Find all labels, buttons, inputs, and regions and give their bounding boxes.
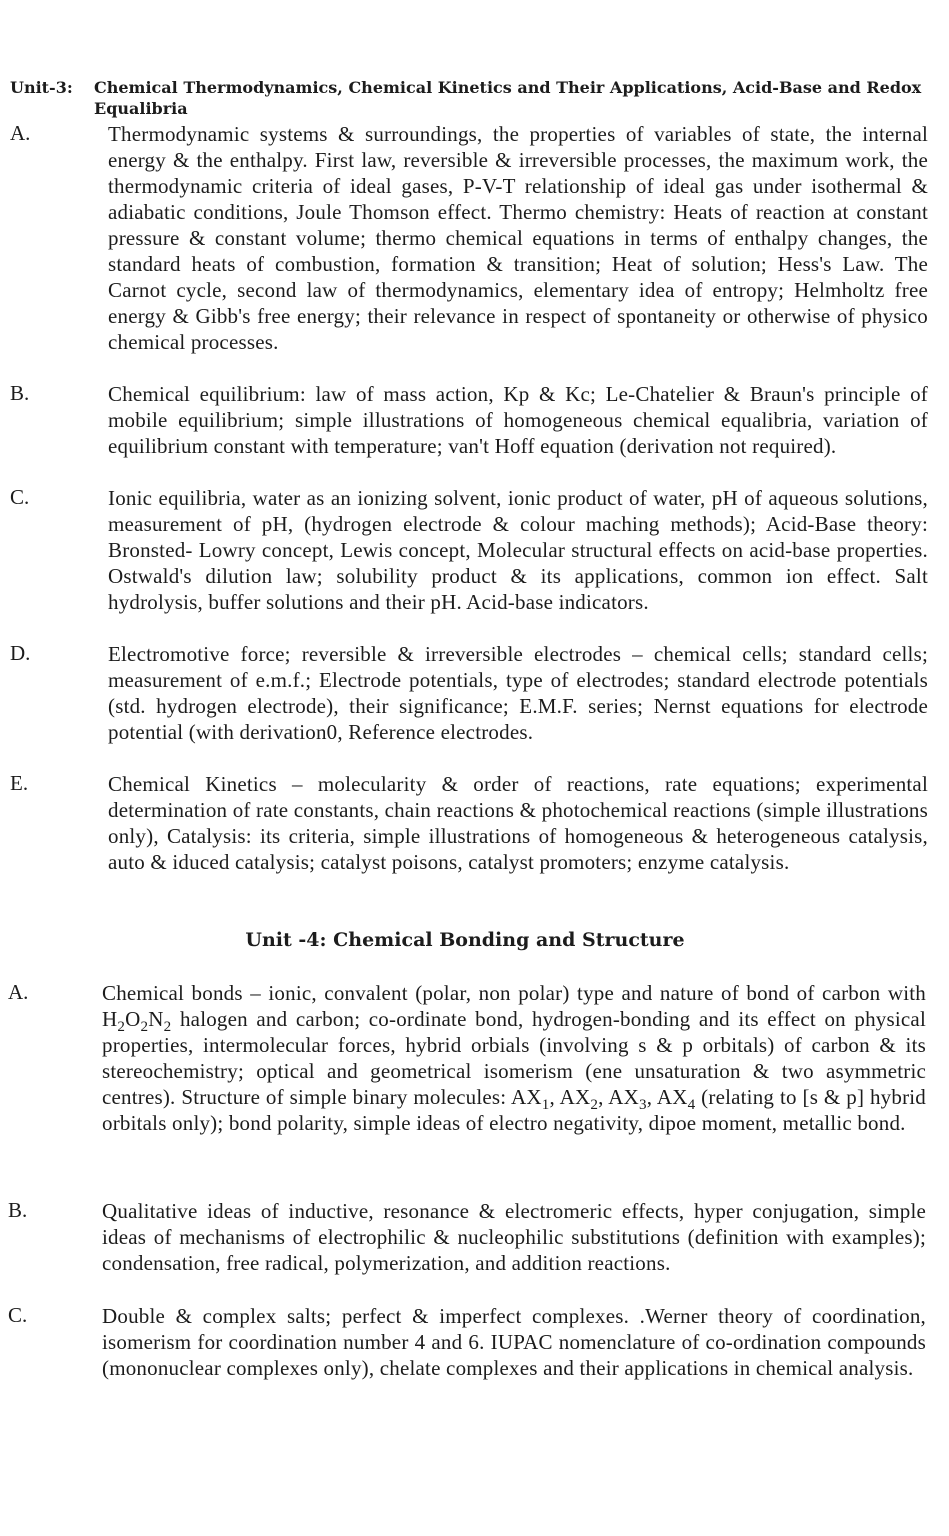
section-text: Chemical bonds – ionic, convalent (polar, non polar) type and nature of bond of carbon with $H_2O_2N_2$ halogen and carbon; co-ordinate bond, hydrogen-bonding and its effect on physical properties, intermolecular forces, hybrid orbials (involving s & p orbitals) of carbon & its stereochemistry; optical and geometrical isomerism (ene unsaturation & two asymmetric centres). Structure of simple binary molecules: $AX_1$, $AX_2$, $AX_3$, $AX_4$ (relating to [s & p] hybrid orbitals only); bond polarity, simple ideas of electro negativity, dipoe moment, metallic bond. bbox=[102, 981, 926, 1135]
section-letter: C. bbox=[10, 485, 30, 509]
section-letter: A. bbox=[10, 121, 31, 145]
section-text: Chemical Kinetics – molecularity & order of reactions, rate equations; experimental determination of rate constants, chain reactions & photochemical reactions (simple illustrations only), Catalysis: its criteria, simple illustrations of homogeneous & heterogeneous catalysis, auto & iduced catalysis; catalyst poisons, catalyst promoters; enzyme catalysis. bbox=[108, 772, 928, 874]
section-text: Ionic equilibria, water as an ionizing solvent, ionic product of water, pH of aqueous solutions, measurement of pH, (hydrogen electrode & colour maching methods); Acid-Base theory: Bronsted- Lowry concept, Lewis concept, Molecular structural effects on acid-base properties. Ostwald's dilution law; solubility product & its applications, common ion effect. Salt hydrolysis, buffer solutions and their pH. Acid-base indicators. bbox=[108, 486, 928, 614]
section-letter: E. bbox=[10, 771, 29, 795]
formula-ax-series: $AX_1$, $AX_2$, $AX_3$, $AX_4$ bbox=[510, 1085, 696, 1114]
section-text: Thermodynamic systems & surroundings, the properties of variables of state, the internal energy & the enthalpy. First law, reversible & irreversible processes, the maximum work, the thermodynamic criteria of ideal gases, P-V-T relationship of ideal gas under isothermal & adiabatic conditions, Joule Thomson effect. Thermo chemistry: Heats of reaction at constant pressure & constant volume; thermo chemical equations in terms of enthalpy changes, the standard heats of combustion, formation & transition; Heat of solution; Hess's Law. The Carnot cycle, second law of thermodynamics, elementary idea of entropy; Helmholtz free energy & Gibb's free energy; their relevance in respect of spontaneity or otherwise of physico chemical processes. bbox=[108, 122, 928, 354]
section-letter: B. bbox=[8, 1198, 28, 1222]
unit3-title: Chemical Thermodynamics, Chemical Kinetics and Their Applications, Acid-Base and Redox Equalibria bbox=[94, 78, 922, 118]
section-text: Double & complex salts; perfect & imperfect complexes. .Werner theory of coordination, isomerism for coordination number 4 and 6. IUPAC nomenclature of co-ordination compounds (mononuclear complexes only), chelate complexes and their applications in chemical analysis. bbox=[102, 1304, 926, 1380]
section-letter: C. bbox=[8, 1303, 28, 1327]
section-letter: B. bbox=[10, 381, 30, 405]
formula-h2o2n2: $H_2O_2N_2$ bbox=[102, 1007, 172, 1036]
section-text: Electromotive force; reversible & irreversible electrodes – chemical cells; standard cells; measurement of e.m.f.; Electrode potentials, type of electrodes; standard electrode potentials (std. hydrogen electrode), their significance; E.M.F. series; Nernst equations for electrode potential (with derivation0, Reference electrodes. bbox=[108, 642, 928, 744]
section-text: Qualitative ideas of inductive, resonance & electromeric effects, hyper conjugation, simple ideas of mechanisms of electrophilic & nucleophilic substitutions (definition with examples); condensation, free radical, polymerization, and addition reactions. bbox=[102, 1199, 926, 1275]
section-letter: A. bbox=[8, 980, 29, 1004]
unit4-title: Unit -4: Chemical Bonding and Structure bbox=[245, 929, 685, 951]
unit3-label: Unit-3: bbox=[10, 78, 73, 97]
section-letter: D. bbox=[10, 641, 31, 665]
section-text: Chemical equilibrium: law of mass action, Kp & Kc; Le-Chatelier & Braun's principle of mobile equilibrium; simple illustrations of homogeneous chemical equalibria, variation of equilibrium constant with temperature; van't Hoff equation (derivation not required). bbox=[108, 382, 928, 458]
